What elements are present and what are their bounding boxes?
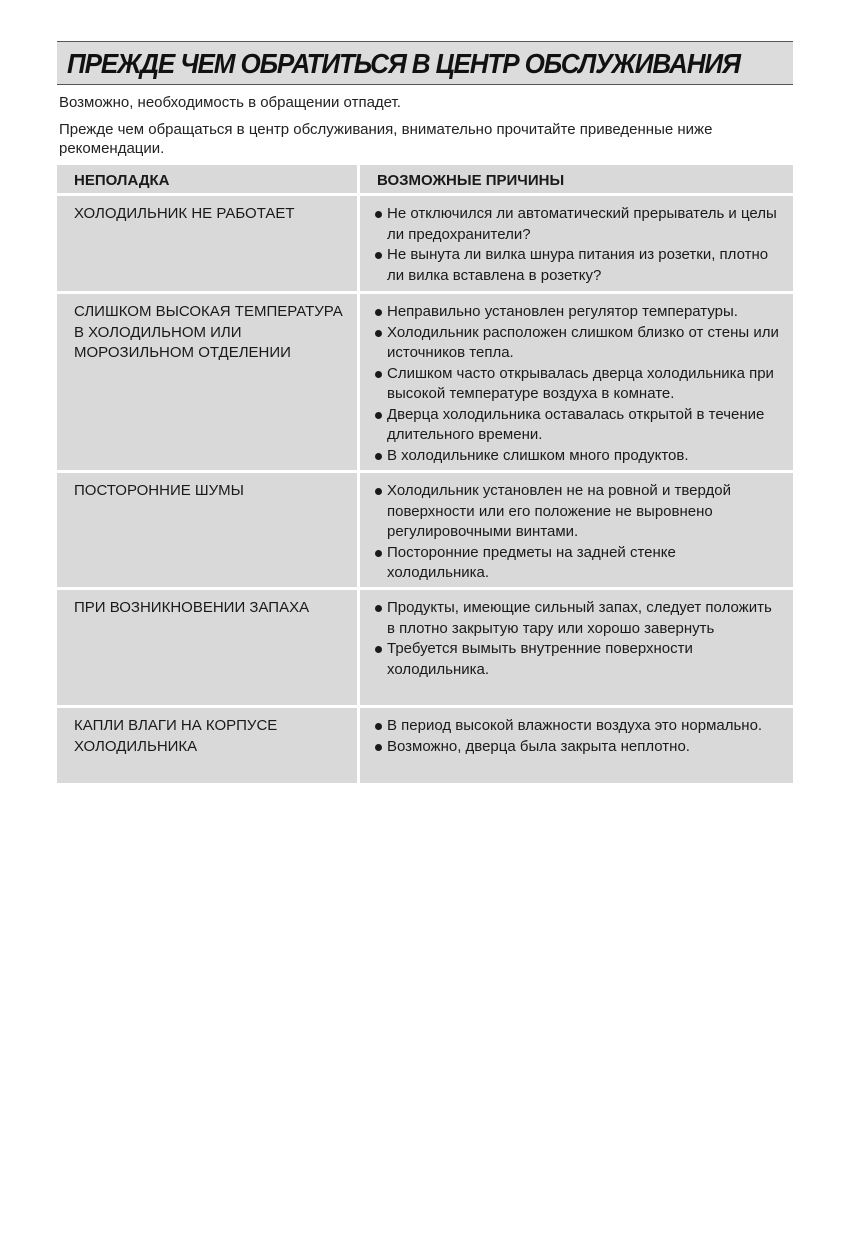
bullet-icon (375, 488, 382, 495)
cause-item (375, 737, 781, 758)
bullet-icon (375, 309, 382, 316)
intro-line-2: Прежде чем обращаться в центр обслуживания, внимательно прочитайте приведенные ниже рекомендации. (59, 121, 713, 157)
causes-cell (360, 708, 793, 783)
problem-cell: ПРИ ВОЗНИКНОВЕНИИ ЗАПАХА (57, 590, 357, 705)
causes-cell (360, 473, 793, 587)
problem-cell: ХОЛОДИЛЬНИК НЕ РАБОТАЕТ (57, 196, 357, 291)
cause-item (375, 405, 781, 446)
table-row (57, 590, 793, 705)
problem-cell: КАПЛИ ВЛАГИ НА КОРПУСЕ ХОЛОДИЛЬНИКА (57, 708, 357, 783)
cause-item (375, 446, 781, 467)
table-row (57, 473, 793, 587)
cause-text: Холодильник расположен слишком близко от стены или источников тепла. (387, 323, 779, 361)
troubleshooting-table (57, 165, 793, 786)
header-problem: НЕПОЛАДКА (57, 165, 357, 193)
bullet-icon (375, 371, 382, 378)
header-causes: ВОЗМОЖНЫЕ ПРИЧИНЫ (360, 165, 793, 193)
causes-cell (360, 294, 793, 470)
cause-text: Дверца холодильника оставалась открытой в течение длительного времени. (387, 405, 765, 443)
intro-line-1: Возможно, необходимость в обращении отпадет. (59, 94, 401, 111)
cause-text: Требуется вымыть внутренние поверхности холодильника. (387, 640, 693, 678)
causes-cell (360, 196, 793, 291)
bullet-icon (375, 605, 382, 612)
problem-cell: ПОСТОРОННИЕ ШУМЫ (57, 473, 357, 587)
cause-item (375, 204, 781, 245)
page-title: ПРЕЖДЕ ЧЕМ ОБРАТИТЬСЯ В ЦЕНТР ОБСЛУЖИВАНИЯ (67, 48, 740, 79)
cause-item (375, 598, 781, 639)
cause-text: Посторонние предметы на задней стенке холодильника. (387, 543, 676, 581)
table-row (57, 294, 793, 470)
cause-item (375, 481, 781, 543)
table-header-row (57, 165, 793, 193)
bullet-icon (375, 252, 382, 259)
cause-item (375, 245, 781, 286)
cause-item (375, 639, 781, 680)
cause-text: В холодильнике слишком много продуктов. (387, 446, 689, 464)
bullet-icon (375, 330, 382, 337)
cause-text: В период высокой влажности воздуха это нормально. (387, 717, 763, 734)
bullet-icon (375, 453, 382, 460)
cause-text: Не вынута ли вилка шнура питания из розетки, плотно ли вилка вставлена в розетку? (387, 246, 769, 284)
cause-text: Не отключился ли автоматический прерыватель и целы ли предохранители? (387, 205, 777, 243)
causes-cell (360, 590, 793, 705)
cause-item (375, 364, 781, 405)
title-bar (57, 41, 793, 85)
problem-cell: СЛИШКОМ ВЫСОКАЯ ТЕМПЕРАТУРА В ХОЛОДИЛЬНОМ ИЛИ МОРОЗИЛЬНОМ ОТДЕЛЕНИИ (57, 294, 357, 470)
cause-item (375, 302, 781, 323)
cause-text: Неправильно установлен регулятор температуры. (387, 303, 738, 320)
table-row (57, 196, 793, 291)
cause-text: Слишком часто открывалась дверца холодильника при высокой температуре воздуха в комнате. (387, 364, 774, 402)
cause-item (375, 543, 781, 584)
table-row (57, 708, 793, 783)
bullet-icon (375, 550, 382, 557)
bullet-icon (375, 723, 382, 730)
cause-item (375, 716, 781, 737)
cause-text: Холодильник установлен не на ровной и твердой поверхности или его положение не выровнено регулировочными винтами. (387, 482, 731, 540)
bullet-icon (375, 211, 382, 218)
cause-item (375, 323, 781, 364)
cause-text: Возможно, дверца была закрыта неплотно. (387, 737, 690, 755)
bullet-icon (375, 744, 382, 751)
cause-text: Продукты, имеющие сильный запах, следует положить в плотно закрытую тару или хорошо завернуть (387, 599, 772, 637)
bullet-icon (375, 412, 382, 419)
bullet-icon (375, 646, 382, 653)
